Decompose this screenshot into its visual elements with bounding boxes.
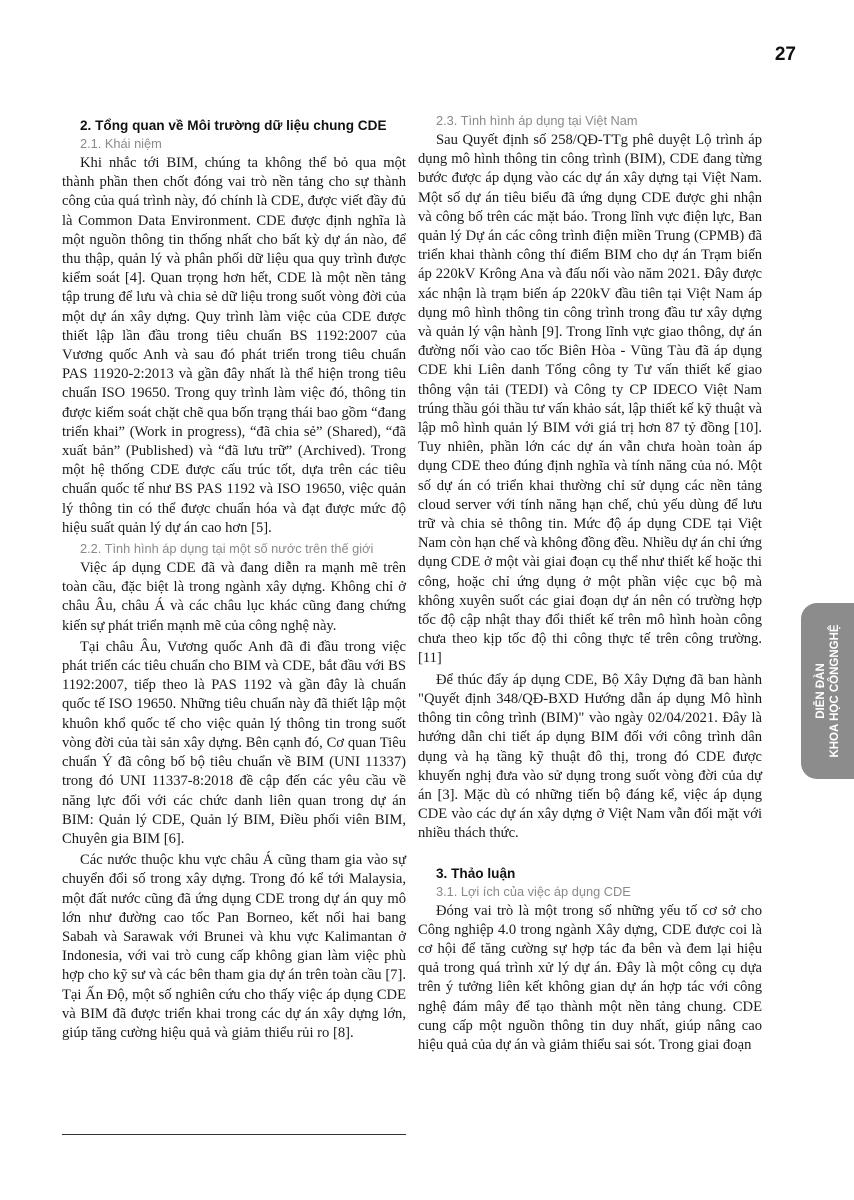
paragraph-2-2-3: Các nước thuộc khu vực châu Á cũng tham gia vào sự chuyển đổi số trong xây dựng. Trong đó kể tới Malaysia, một đất nước cũng đã ứng dụng CDE trong dự án quy mô lớn như đường cao tốc Pan Borneo, kết nối hai bang Sabah và Sarawak với Brunei và khu vực Kalimantan ở Indonesia, với vai trò cung cấp không gian làm việc phù hợp cho kỹ sư và các bên tham gia dự án trên toàn cầu [7]. Tại Ấn Độ, một số nghiên cứu cho thấy việc áp dụng CDE và BIM đã được triển khai trong các dự án xây dựng lớn, giúp tăng cường hiệu quả và giảm thiểu rủi ro [8].	[62, 852, 406, 1041]
paragraph-2-2-1: Việc áp dụng CDE đã và đang diễn ra mạnh mẽ trên toàn cầu, đặc biệt là trong ngành xây dựng. Không chỉ ở châu Âu, châu Á và các châu lục khác cũng đang chứng kiến sự phát triển mạnh mẽ của công nghệ này.	[62, 560, 406, 634]
section-gap	[418, 846, 762, 860]
subsection-2-1-heading: 2.1. Khái niệm	[80, 136, 162, 151]
section-2-heading: 2. Tổng quan về Môi trường dữ liệu chung CDE	[80, 118, 387, 133]
subsection-2-2-heading: 2.2. Tình hình áp dụng tại một số nước trên thế giới	[80, 541, 374, 557]
page-number: 27	[774, 44, 796, 65]
paragraph-3-1-1: Đóng vai trò là một trong số những yếu tố cơ sở cho Công nghiệp 4.0 trong ngành Xây dựng, CDE được coi là cơ hội để tăng cường sự hợp tác đa bên và đem lại hiệu quả trong quá trình xử lý dự án. Đây là một công cụ dựa trên ý tưởng liên kết không gian dự án hợp tác với công nghệ đám mây để tạo thành một nền tảng chung. CDE cung cấp một nguồn thông tin duy nhất, giúp nâng cao hiệu quả của dự án và giảm thiểu sai sót. Trong giai đoạn	[418, 902, 762, 1053]
subsection-2-3-heading: 2.3. Tình hình áp dụng tại Việt Nam	[436, 113, 638, 128]
side-tab-line-1: DIỄN ĐÀN	[814, 663, 827, 719]
side-tab-line-2: KHOA HỌC CÔNGNGHỆ	[828, 624, 841, 758]
paragraph-2-3-1: Sau Quyết định số 258/QĐ-TTg phê duyệt Lộ trình áp dụng mô hình thông tin công trình (BIM), CDE đang từng bước được áp dụng vào các dự án xây dựng tại Việt Nam. Một số dự án tiêu biểu đã ứng dụng CDE được ghi nhận và công bố trên các mặt báo. Trong lĩnh vực điện lực, Ban quản lý Dự án các công trình điện miền Trung (CPMB) đã triển khai thành công thí điểm BIM cho dự án Trạm biến áp 220kV Krông Ana và đấu nối vào năm 2021. Đây được xác nhận là trạm biến áp 220kV đầu tiên tại Việt Nam áp dụng mô hình thông tin công trình trong đầu tư xây dựng và quản lý vận hành [9]. Trong lĩnh vực giao thông, dự án đường nối vào cao tốc Biên Hòa - Vũng Tàu đã áp dụng CDE khi Liên danh Tổng công ty Tư vấn thiết kế giao thông vận tải (TEDI) và Công ty CP IDECO Việt Nam trúng thầu gói thầu tư vấn khảo sát, lập thiết kế kỹ thuật và lập mô hình quản lý BIM với giá trị hơn 87 tỷ đồng [10]. Tuy nhiên, phần lớn các dự án vẫn chưa hoàn toàn áp dụng CDE theo đúng định nghĩa và tính năng của nó. Một số dự án có triển khai thường chỉ sử dụng các nền tảng cloud server với tính năng hạn chế, chủ yếu dùng để lưu trữ và chia sẻ thông tin. Mức độ áp dụng CDE tại Việt Nam còn hạn chế và không đồng đều. Nhiều dự án chỉ ứng dụng CDE ở một vài giai đoạn cụ thể như thiết kế hoặc thi công, hoặc chỉ ứng dụng ở một phần việc cục bộ mà không xuyên suốt các giai đoạn dự án nên có trường hợp tốc độ cập nhật thay đổi thiết kế trên mô hình hoàn công chưa theo kịp tốc độ thi công thực tế trên công trường. [11]	[418, 132, 762, 667]
subsection-3-1-heading: 3.1. Lợi ích của việc áp dụng CDE	[436, 883, 631, 899]
left-column	[62, 112, 406, 1045]
section-side-tab	[801, 603, 854, 779]
side-tab-label	[814, 624, 842, 757]
section-3-heading: 3. Thảo luận	[436, 865, 516, 881]
paragraph-2-1-1: Khi nhắc tới BIM, chúng ta không thể bỏ qua một thành phần then chốt đóng vai trò nền tảng cho sự thành công của quá trình này, đó chính là CDE, được viết đầy đủ là Common Data Environment. CDE được định nghĩa là một nguồn thông tin thống nhất cho bất kỳ dự án nào, để thu thập, quản lý và phân phối dữ liệu qua quy trình được kiểm soát [4]. Quan trọng hơn hết, CDE là một nền tảng tập trung để lưu và chia sẻ dữ liệu trong suốt vòng đời của một dự án xây dựng. Quy trình làm việc của CDE được thiết lập lần đầu trong tiêu chuẩn BS 1192:2007 của Vương quốc Anh và sau đó phát triển trong tiêu chuẩn PAS 11920-2:2013 và gần đây nhất là thể hiện trong tiêu chuẩn ISO 19650. Trong quy trình làm việc đó, thông tin được kiểm soát chặt chẽ qua bốn trạng thái bao gồm “đang triển khai” (Work in progress), “đã chia sẻ” (Shared), “đã xuất bản” (Published) và “đã lưu trữ” (Archived). Trong một hệ thống CDE được cấu trúc tốt, dựa trên các tiêu chuẩn quốc tế như BS PAS 1192 và ISO 19650, việc quản lý thông tin có thể được chuẩn hóa và đạt được mức độ hiệu suất quản lý dự án cao hơn [5].	[62, 155, 406, 536]
column-bottom-rule	[62, 1134, 406, 1135]
paragraph-2-2-2: Tại châu Âu, Vương quốc Anh đã đi đầu trong việc phát triển các tiêu chuẩn cho BIM và CDE, bắt đầu với BS 1192:2007, tiếp theo là PAS 1192 và gần đây là chuẩn quốc tế ISO 19650. Những tiêu chuẩn này đã thiết lập một khuôn khổ quốc tế cho việc quản lý thông tin trong suốt vòng đời của tài sản xây dựng. Bên cạnh đó, Cơ quan Tiêu chuẩn Ý đã công bố bộ tiêu chuẩn về BIM (UNI 11337) trong đó UNI 11337-8:2018 đề cập đến các yêu cầu về năng lực đối với các chức danh liên quan trong dự án BIM: Quản lý CDE, Quản lý BIM, Điều phối viên BIM, Chuyên gia BIM [6].	[62, 638, 406, 847]
paragraph-2-3-2: Để thúc đẩy áp dụng CDE, Bộ Xây Dựng đã ban hành "Quyết định 348/QĐ-BXD Hướng dẫn áp dụng Mô hình thông tin công trình (BIM)" vào ngày 02/04/2021. Đây là hướng dẫn chi tiết áp dụng BIM đối với công trình dân dụng và hạ tầng kỹ thuật đô thị, trong đó CDE được khuyến nghị đưa vào sử dụng trong suốt vòng đời của dự án [3]. Mặc dù có những tiến bộ đáng kể, việc áp dụng CDE vào các dự án xây dựng ở Việt Nam vẫn đối mặt với nhiều thách thức.	[418, 671, 762, 842]
right-column	[418, 112, 762, 1057]
